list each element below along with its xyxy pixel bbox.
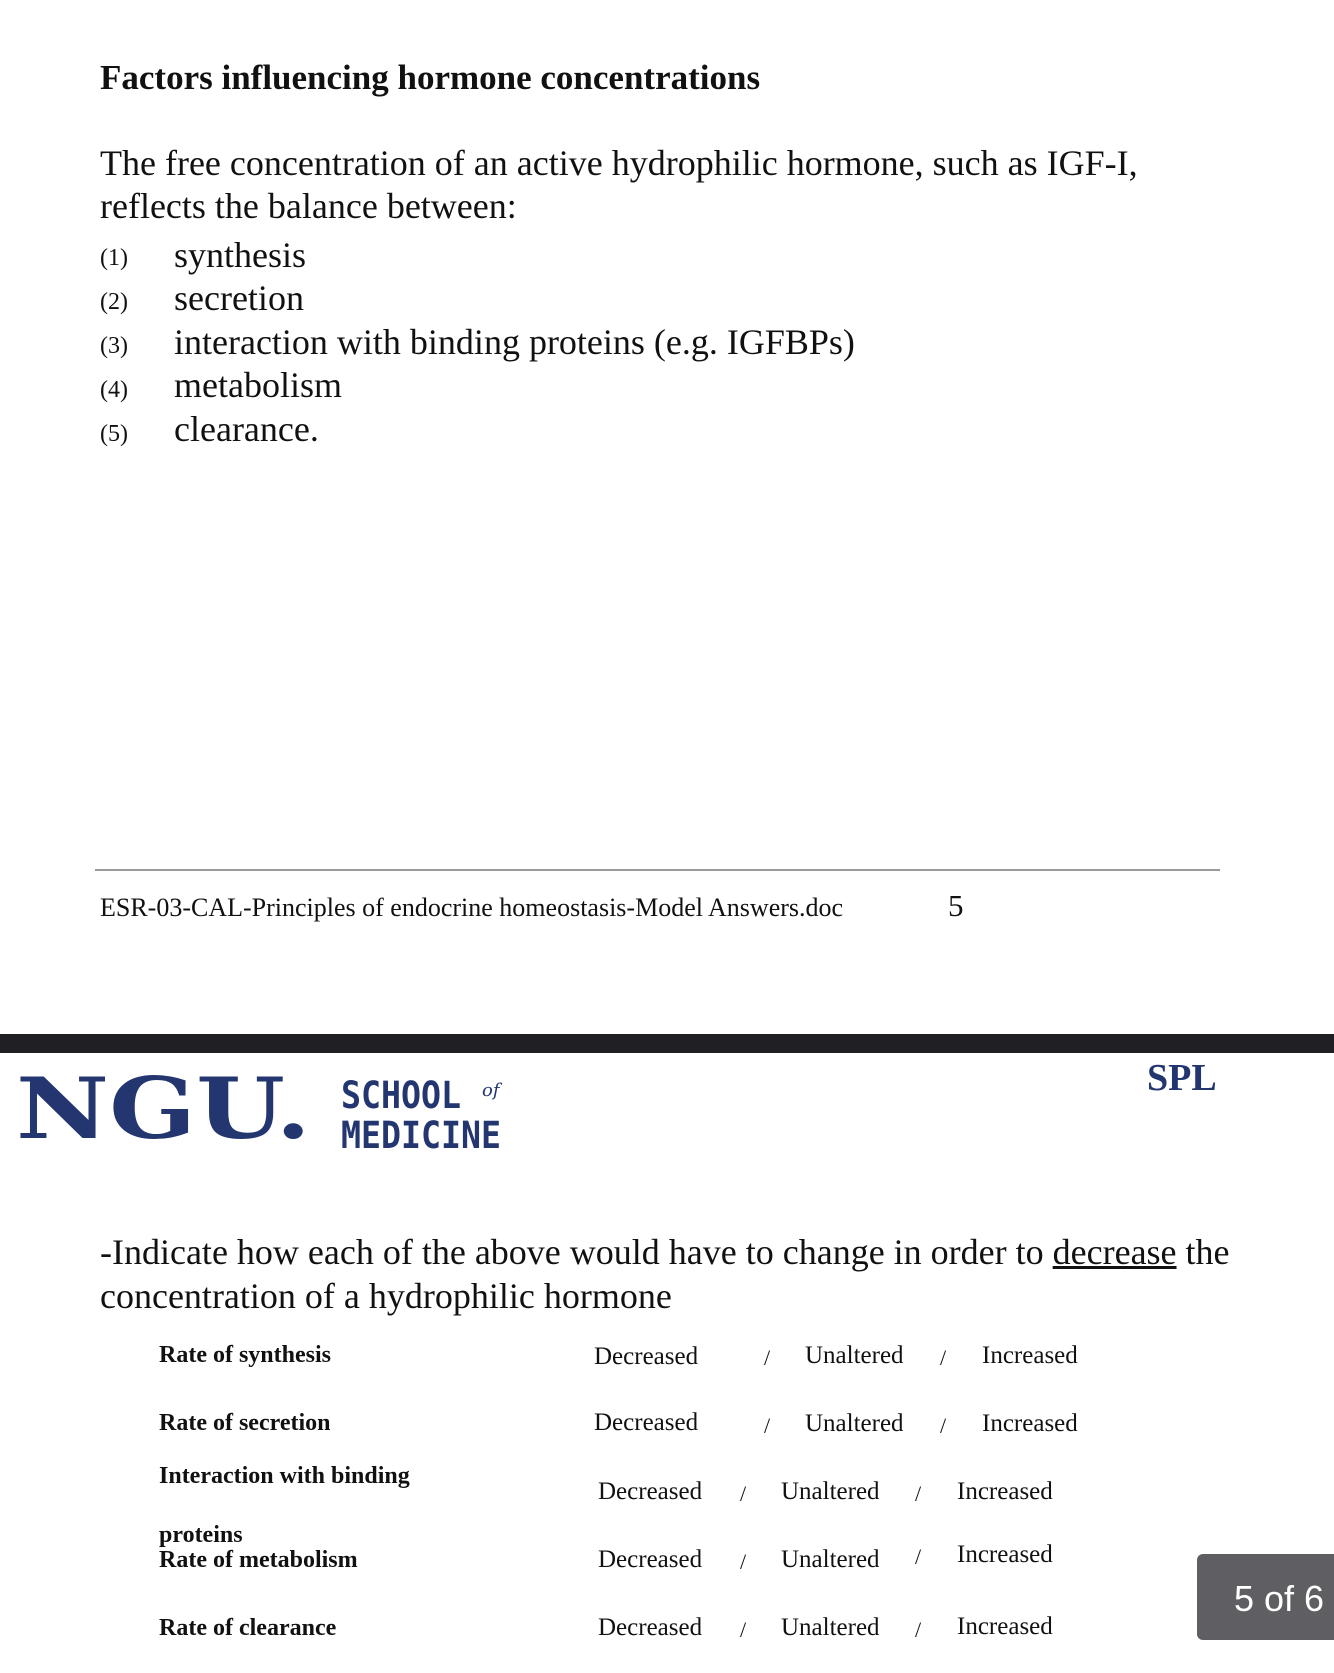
list-item-text: synthesis — [174, 235, 307, 275]
list-item-text: secretion — [174, 278, 304, 318]
row-label-continued: proteins — [159, 1522, 243, 1548]
page-heading: Factors influencing hormone concentrations — [100, 58, 761, 97]
page-indicator-badge: 5 of 6 — [1197, 1554, 1334, 1640]
row-label: Rate of metabolism — [159, 1547, 358, 1573]
logo-of: of — [482, 1080, 500, 1101]
page-separator — [0, 1034, 1334, 1053]
option-decreased[interactable]: Decreased — [594, 1343, 699, 1370]
footer-document-name: ESR-03-CAL-Principles of endocrine homeostasis-Model Answers.doc — [100, 893, 844, 922]
instruction-text — [100, 1230, 1250, 1318]
option-unaltered[interactable]: Unaltered — [781, 1478, 880, 1505]
option-decreased[interactable]: Decreased — [598, 1546, 703, 1573]
row-label: Rate of synthesis — [159, 1342, 331, 1368]
option-separator: / — [740, 1549, 747, 1574]
list-item-number: (4) — [100, 377, 128, 403]
logo-line-school: SCHOOL — [341, 1074, 461, 1117]
instruction-suffix: the concentration of a hydrophilic hormone — [100, 1232, 1230, 1316]
list-item-number: (1) — [100, 245, 128, 271]
footer-page-number: 5 — [948, 888, 964, 923]
option-increased[interactable]: Increased — [957, 1613, 1053, 1640]
option-separator: / — [915, 1544, 922, 1569]
option-increased[interactable]: Increased — [982, 1410, 1078, 1437]
option-separator: / — [940, 1345, 947, 1370]
option-increased[interactable]: Increased — [957, 1541, 1053, 1568]
row-label: Rate of clearance — [159, 1615, 337, 1641]
logo-wordmark: NGU. — [16, 1066, 311, 1156]
option-unaltered[interactable]: Unaltered — [805, 1342, 904, 1369]
row-label: Interaction with binding — [159, 1463, 410, 1489]
option-separator: / — [764, 1413, 771, 1438]
list-item-text: interaction with binding proteins (e.g. IGFBPs) — [174, 322, 855, 362]
row-label: Rate of secretion — [159, 1410, 331, 1436]
option-unaltered[interactable]: Unaltered — [781, 1614, 880, 1641]
option-separator: / — [764, 1345, 771, 1370]
option-increased[interactable]: Increased — [982, 1342, 1078, 1369]
option-increased[interactable]: Increased — [957, 1478, 1053, 1505]
intro-paragraph: The free concentration of an active hydrophilic hormone, such as IGF-I, reflects the balance between: — [100, 143, 1138, 226]
option-decreased[interactable]: Decreased — [598, 1614, 703, 1641]
logo-line-medicine: MEDICINE — [341, 1114, 501, 1156]
option-separator: / — [915, 1481, 922, 1506]
option-unaltered[interactable]: Unaltered — [805, 1410, 904, 1437]
list-item-number: (3) — [100, 333, 128, 359]
option-separator: / — [915, 1617, 922, 1642]
header-code: SPL — [1147, 1057, 1217, 1099]
option-separator: / — [940, 1413, 947, 1438]
list-item-number: (5) — [100, 421, 128, 447]
option-unaltered[interactable]: Unaltered — [781, 1546, 880, 1573]
footer-divider — [95, 869, 1220, 871]
option-decreased[interactable]: Decreased — [598, 1478, 703, 1505]
list-item-text: metabolism — [174, 365, 342, 405]
instruction-prefix: -Indicate how each of the above would have to change in order to — [100, 1232, 1044, 1272]
school-logo — [16, 1066, 516, 1156]
option-separator: / — [740, 1481, 747, 1506]
option-decreased[interactable]: Decreased — [594, 1409, 699, 1436]
list-item-text: clearance. — [174, 409, 319, 449]
option-separator: / — [740, 1617, 747, 1642]
instruction-emphasis: decrease — [1052, 1232, 1177, 1272]
list-item-number: (2) — [100, 289, 128, 315]
